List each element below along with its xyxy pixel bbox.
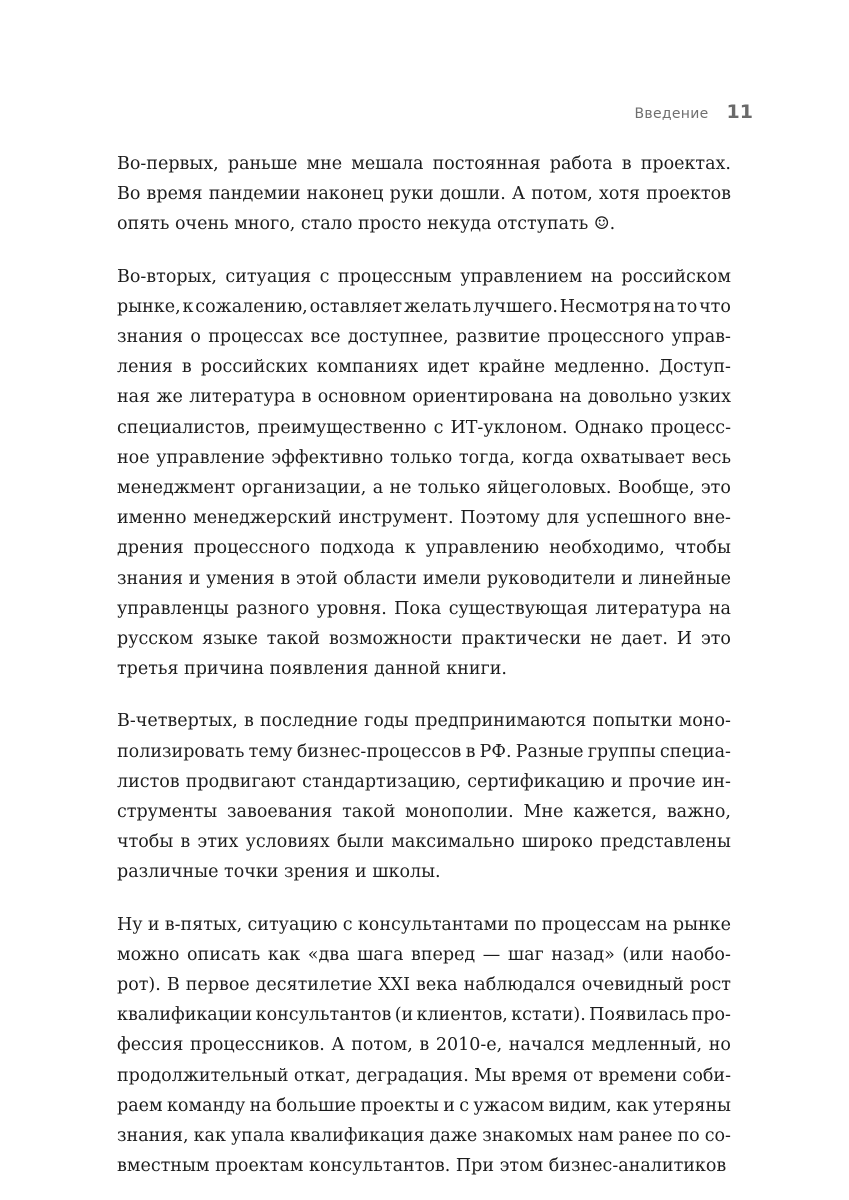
text-line: именно менеджерский инструмент. Поэтому для успешного вне- (117, 508, 731, 529)
text-line: ное управление эффективно только тогда, когда охватывает весь (117, 447, 731, 468)
text-line: фессия процессников. А потом, в 2010-е, начался медленный, но (117, 1035, 731, 1056)
running-header (635, 101, 753, 123)
text-line: рынке, к сожалению, оставляет желать лучшего. Несмотря на то что (117, 296, 731, 317)
text-line: ная же литература в основном ориентирована на довольно узких (117, 387, 731, 408)
text-line: русском языке такой возможности практически не дает. И это (117, 629, 731, 650)
text-line: ления в российских компаниях идет крайне медленно. Доступ- (117, 357, 731, 378)
text-line: различные точки зрения и школы. (117, 862, 441, 883)
text-line: управленцы разного уровня. Пока существующая литература на (117, 598, 731, 619)
text-line: менеджмент организации, а не только яйцеголовых. Вообще, это (117, 478, 731, 499)
text-line: В-четвертых, в последние годы предпринимаются попытки моно- (117, 711, 731, 732)
text-line: Во-вторых, ситуация с процессным управлением на российском (117, 266, 731, 287)
text-line: знания и умения в этой области имели руководители и линейные (117, 568, 731, 589)
text-line: вместным проектам консультантов. При этом бизнес-аналитиков (117, 1156, 727, 1177)
text-line: можно описать как «два шага вперед — шаг назад» (или наобо- (117, 944, 731, 965)
text-line: продолжительный откат, деградация. Мы время от времени соби- (117, 1065, 731, 1086)
text-line: полизировать тему бизнес-процессов в РФ. Разные группы специа- (117, 741, 731, 762)
text-line: Во время пандемии наконец руки дошли. А потом, хотя проектов (117, 184, 731, 205)
paragraph-spacer (117, 240, 731, 262)
section-title: Введение (634, 106, 709, 122)
text-line: дрения процессного подхода к управлению необходимо, чтобы (117, 538, 731, 559)
paragraph-spacer (117, 684, 731, 706)
text-line: листов продвигают стандартизацию, сертификацию и прочие ин- (117, 771, 731, 792)
page-number: 11 (726, 101, 753, 123)
paragraph (117, 706, 731, 887)
text-line: струменты завоевания такой монополии. Мне кажется, важно, (117, 802, 731, 823)
text-line: опять очень много, стало просто некуда отступать ☺. (117, 214, 616, 235)
text-line: Ну и в-пятых, ситуацию с консультантами по процессам на рынке (117, 914, 731, 935)
text-line: раем команду на большие проекты и с ужасом видим, как утеряны (117, 1095, 731, 1116)
text-line: специалистов, преимущественно с ИТ-уклоном. Однако процесс- (117, 417, 731, 438)
paragraph (117, 149, 731, 240)
text-line: третья причина появления данной книги. (117, 659, 507, 680)
paragraph-spacer (117, 888, 731, 910)
text-line: знания, как упала квалификация даже знакомых нам ранее по со- (117, 1126, 731, 1147)
text-line: чтобы в этих условиях были максимально широко представлены (117, 832, 731, 853)
paragraph (117, 910, 731, 1182)
body-text (117, 149, 731, 1182)
text-line: Во-первых, раньше мне мешала постоянная работа в проектах. (117, 154, 731, 174)
text-line: квалификации консультантов (и клиентов, кстати). Появилась про- (117, 1005, 731, 1026)
paragraph (117, 262, 731, 685)
text-line: рот). В первое десятилетие XXI века наблюдался очевидный рост (117, 975, 731, 996)
text-line: знания о процессах все доступнее, развитие процессного управ- (117, 327, 731, 348)
